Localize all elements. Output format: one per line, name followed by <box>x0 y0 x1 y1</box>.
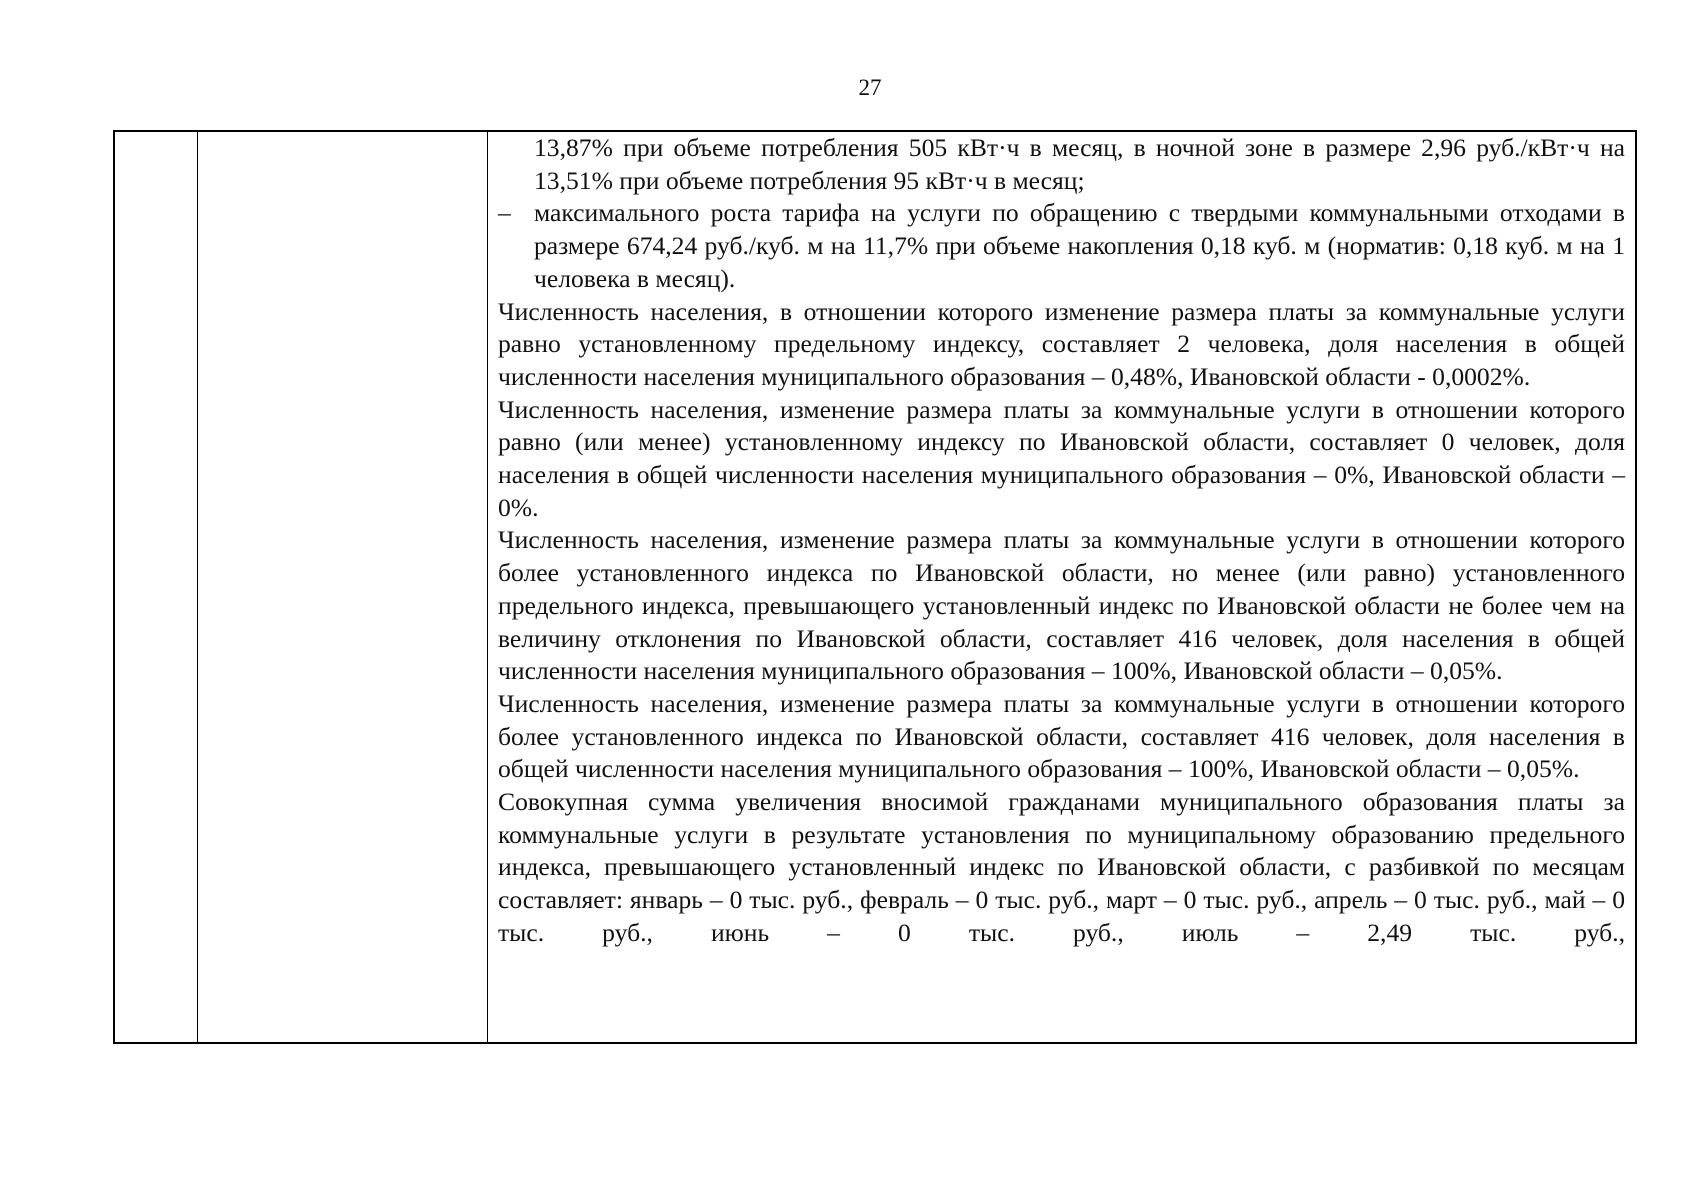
document-table <box>113 130 1637 1044</box>
paragraph-total-sum: Совокупная сумма увеличения вносимой гражданами муниципального образования платы за коммунальные услуги в результате установления по муниципальному образованию предельного индекса, превышающего установленный индекс по Ивановской области, с разбивкой по месяцам составляет: январь – 0 тыс. руб., февраль – 0 тыс. руб., март – 0 тыс. руб., апрель – 0 тыс. руб., май – 0 тыс. руб., июнь – 0 тыс. руб., июль – 2,49 тыс. руб., <box>498 787 1625 947</box>
table-cell-number <box>115 132 198 1042</box>
page-number: 27 <box>858 75 882 100</box>
bullet-item-waste <box>498 197 1625 295</box>
bullet-item-text: максимального роста тарифа на услуги по обращению с твердыми коммунальными отходами в размере 674,24 руб./куб. м на 11,7% при объеме накопления 0,18 куб. м (норматив: 0,18 куб. м на 1 человека в месяц). <box>534 198 1625 293</box>
paragraph-more-than-index: Численность населения, изменение размера платы за коммунальные услуги в отношении которого более установленного индекса по Ивановской области, составляет 416 человек, доля населения в общей численности населения муниципального образования – 100%, Ивановской области – 0,05%. <box>498 688 1625 784</box>
table-cell-description <box>488 132 1635 1042</box>
paragraph-equal-limit: Численность населения, в отношении которого изменение размера платы за коммунальные услуги равно установленному предельному индексу, составляет 2 человека, доля населения в общей численности населения муниципального образования – 0,48%, Ивановской области - 0,0002%. <box>498 296 1625 391</box>
bullet-continuation-text: 13,87% при объеме потребления 505 кВт·ч в месяц, в ночной зоне в размере 2,96 руб./кВт·ч на 13,51% при объеме потребления 95 кВт·ч в месяц; <box>534 133 1625 195</box>
table-cell-name <box>198 132 488 1042</box>
bullet-dash: – <box>498 198 511 228</box>
paragraph-between-indices: Численность населения, изменение размера платы за коммунальные услуги в отношении которого более установленного индекса по Ивановской области, но менее (или равно) установленного предельного индекса, превышающего установленный индекс по Ивановской области не более чем на величину отклонения по Ивановской области, составляет 416 человек, доля населения в общей численности населения муниципального образования – 100%, Ивановской области – 0,05%. <box>498 525 1625 686</box>
paragraph-equal-or-less: Численность населения, изменение размера платы за коммунальные услуги в отношении которого равно (или менее) установленному индексу по Ивановской области, составляет 0 человек, доля населения в общей численности населения муниципального образования – 0%, Ивановской области – 0%. <box>498 394 1625 522</box>
